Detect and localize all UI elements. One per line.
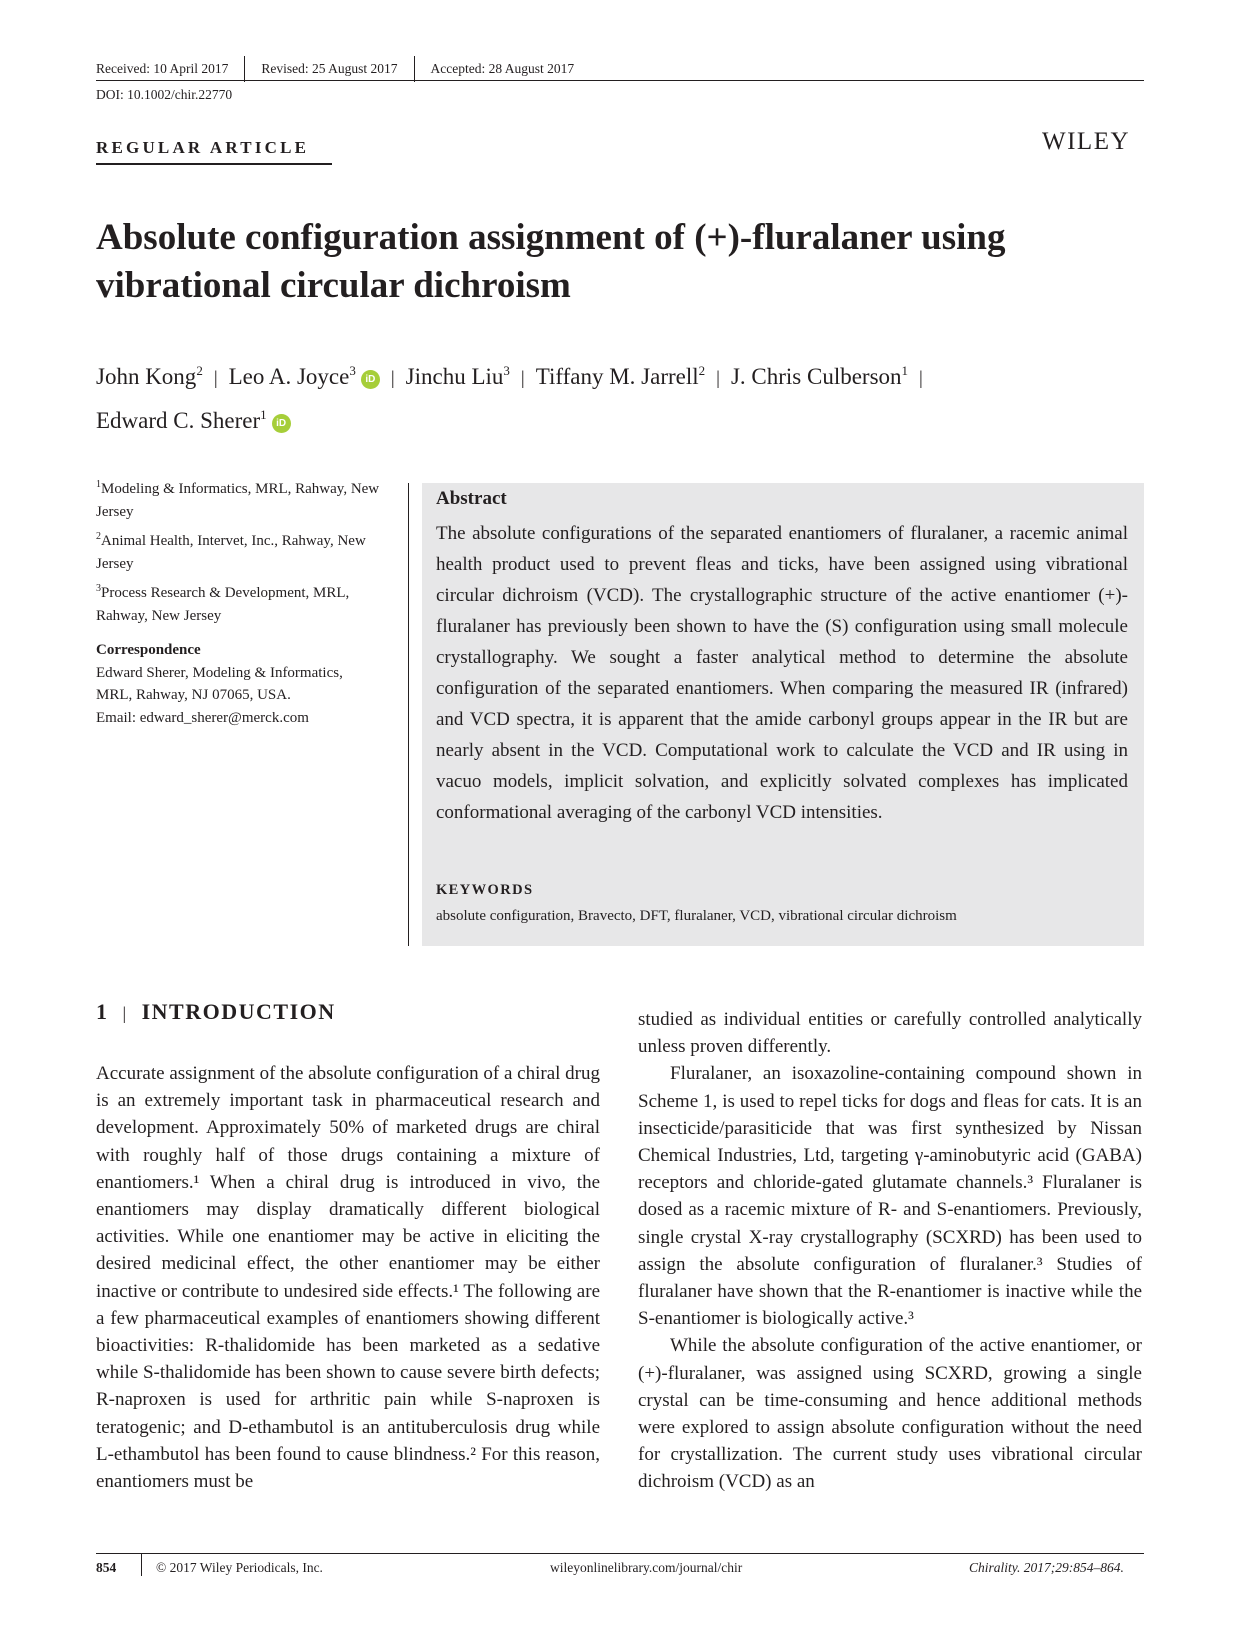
correspondence-email[interactable]: Email: edward_sherer@merck.com [96,709,309,726]
article-dates [96,56,1144,82]
footer-rule [96,1553,1144,1554]
affiliation: $^1$Modeling & Informatics, MRL, Rahway, New Jersey [96,479,380,520]
section-heading: 1 | INTRODUCTION [96,999,336,1024]
paper-title: Absolute configuration assignment of (+)-fluralaner using vibrational circular dichroism [96,217,1006,306]
body-paragraph: Fluralaner, an isoxazoline-containing compound shown in Scheme 1, is used to repel ticks for dogs and fleas for cats. It is an insecticide/parasiticide that was first synthesized by Nissan Chemical Industries, Ltd, targeting γ-aminobutyric acid (GABA) receptors and chloride-gated glutamate channels.³ Fluralaner is dosed as a racemic mixture of R- and S-enantiomers. Previously, single crystal X-ray crystallography (SCXRD) has been used to assign the absolute configuration of fluralaner.³ Studies of fluralaner have shown that the R-enantiomer is inactive while the S-enantiomer is biologically active.³ [638,1063,1142,1330]
header-rule [96,80,1144,81]
author: Edward C. Sherer$^1$iD [96,408,291,433]
keywords-heading: KEYWORDS [436,882,534,898]
footer-divider [141,1554,142,1576]
author: J. Chris Culberson$^1$ [730,363,909,389]
body-paragraph: studied as individual entities or carefully controlled analytically unless proven differently. [638,1009,1142,1058]
article-type: REGULAR ARTICLE [96,138,310,157]
body-paragraph: Accurate assignment of the absolute configuration of a chiral drug is an extremely important task in pharmaceutical research and development. Approximately 50% of marketed drugs are chiral with roughly half of those drugs containing a mixture of enantiomers.¹ When a chiral drug is introduced in vivo, the enantiomers may display dramatically different biological activities. While one enantiomer may be active in eliciting the desired medicinal effect, the other enantiomer may be either inactive or contribute to undesired side effects.¹ The following are a few pharmaceutical examples of enantiomers showing different bioactivities: R-thalidomide has been marketed as a sedative while S-thalidomide has been shown to cause severe birth defects; R-naproxen is used for arthritic pain while S-naproxen is teratogenic; and D-ethambutol is an antituberculosis drug while L-ethambutol has been found to cause blindness.² For this reason, enantiomers must be [96,1063,600,1493]
keywords: absolute configuration, Bravecto, DFT, fluralaner, VCD, vibrational circular dichroism [436,908,957,924]
abstract-body: The absolute configurations of the separated enantiomers of fluralaner, a racemic animal health product used to prevent fleas and ticks, have been assigned using vibrational circular dichroism (VCD). The crystallographic structure of the active enantiomer (+)-fluralaner has previously been shown to have the (S) configuration using small molecule crystallography. We sought a faster analytical method to determine the absolute configuration of the separated enantiomers. When comparing the measured IR (infrared) and VCD spectra, it is apparent that the amide carbonyl groups appear in the IR but are nearly absent in the VCD. Computational work to calculate the VCD and IR using in vacuo models, implicit solvation, and explicitly solvated complexes has implicated conformational averaging of the carbonyl VCD intensities. [436,523,1128,823]
article-type-underline [96,163,332,165]
date-divider [414,56,415,82]
body-column-right [638,1006,1142,1496]
author: Tiffany M. Jarrell$^2$ [535,363,706,389]
author-list: John Kong$^2$ | Leo A. Joyce$^3$iD | Jinchu Liu$^3$ | Tiffany M. Jarrell$^2$ | J. Chris Culberson$^1$ | Edward C. Sherer$^1$iD [96,363,923,433]
body-paragraph: While the absolute configuration of the active enantiomer, or (+)-fluralaner, was assigned using SCXRD, growing a single crystal can be time-consuming and hence additional methods were explored to assign absolute configuration without the need for crystallization. The current study uses vibrational circular dichroism (VCD) as an [638,1335,1142,1493]
abstract-heading: Abstract [436,488,507,509]
accepted-date: Accepted: 28 August 2017 [430,61,575,76]
journal-url[interactable]: wileyonlinelibrary.com/journal/chir [550,1560,743,1575]
orcid-icon[interactable]: iD [272,414,291,433]
correspondence-line: Edward Sherer, Modeling & Informatics, [96,664,343,681]
revised-date: Revised: 25 August 2017 [261,61,398,76]
doi: DOI: 10.1002/chir.22770 [96,87,233,102]
affiliation: $^3$Process Research & Development, MRL, Rahway, New Jersey [96,583,350,624]
copyright: © 2017 Wiley Periodicals, Inc. [156,1560,323,1575]
correspondence-heading: Correspondence [96,642,201,658]
author: Jinchu Liu$^3$ [405,363,510,389]
received-date: Received: 10 April 2017 [96,61,229,76]
author: John Kong$^2$ [96,363,203,389]
citation: Chirality. 2017;29:854–864. [969,1560,1124,1575]
orcid-icon[interactable]: iD [361,370,380,389]
date-divider [244,56,245,82]
affiliation: $^2$Animal Health, Intervet, Inc., Rahway, New Jersey [96,531,366,572]
body-column-left [96,1060,600,1495]
affiliations [96,478,396,729]
correspondence-line: MRL, Rahway, NJ 07065, USA. [96,687,291,703]
author: Leo A. Joyce$^3$iD [229,364,380,389]
section-title: INTRODUCTION [141,999,336,1024]
publisher-logo: WILEY [1042,128,1131,155]
section-number: 1 [96,999,109,1024]
page-number: 854 [96,1560,117,1575]
abstract-divider [408,483,409,946]
